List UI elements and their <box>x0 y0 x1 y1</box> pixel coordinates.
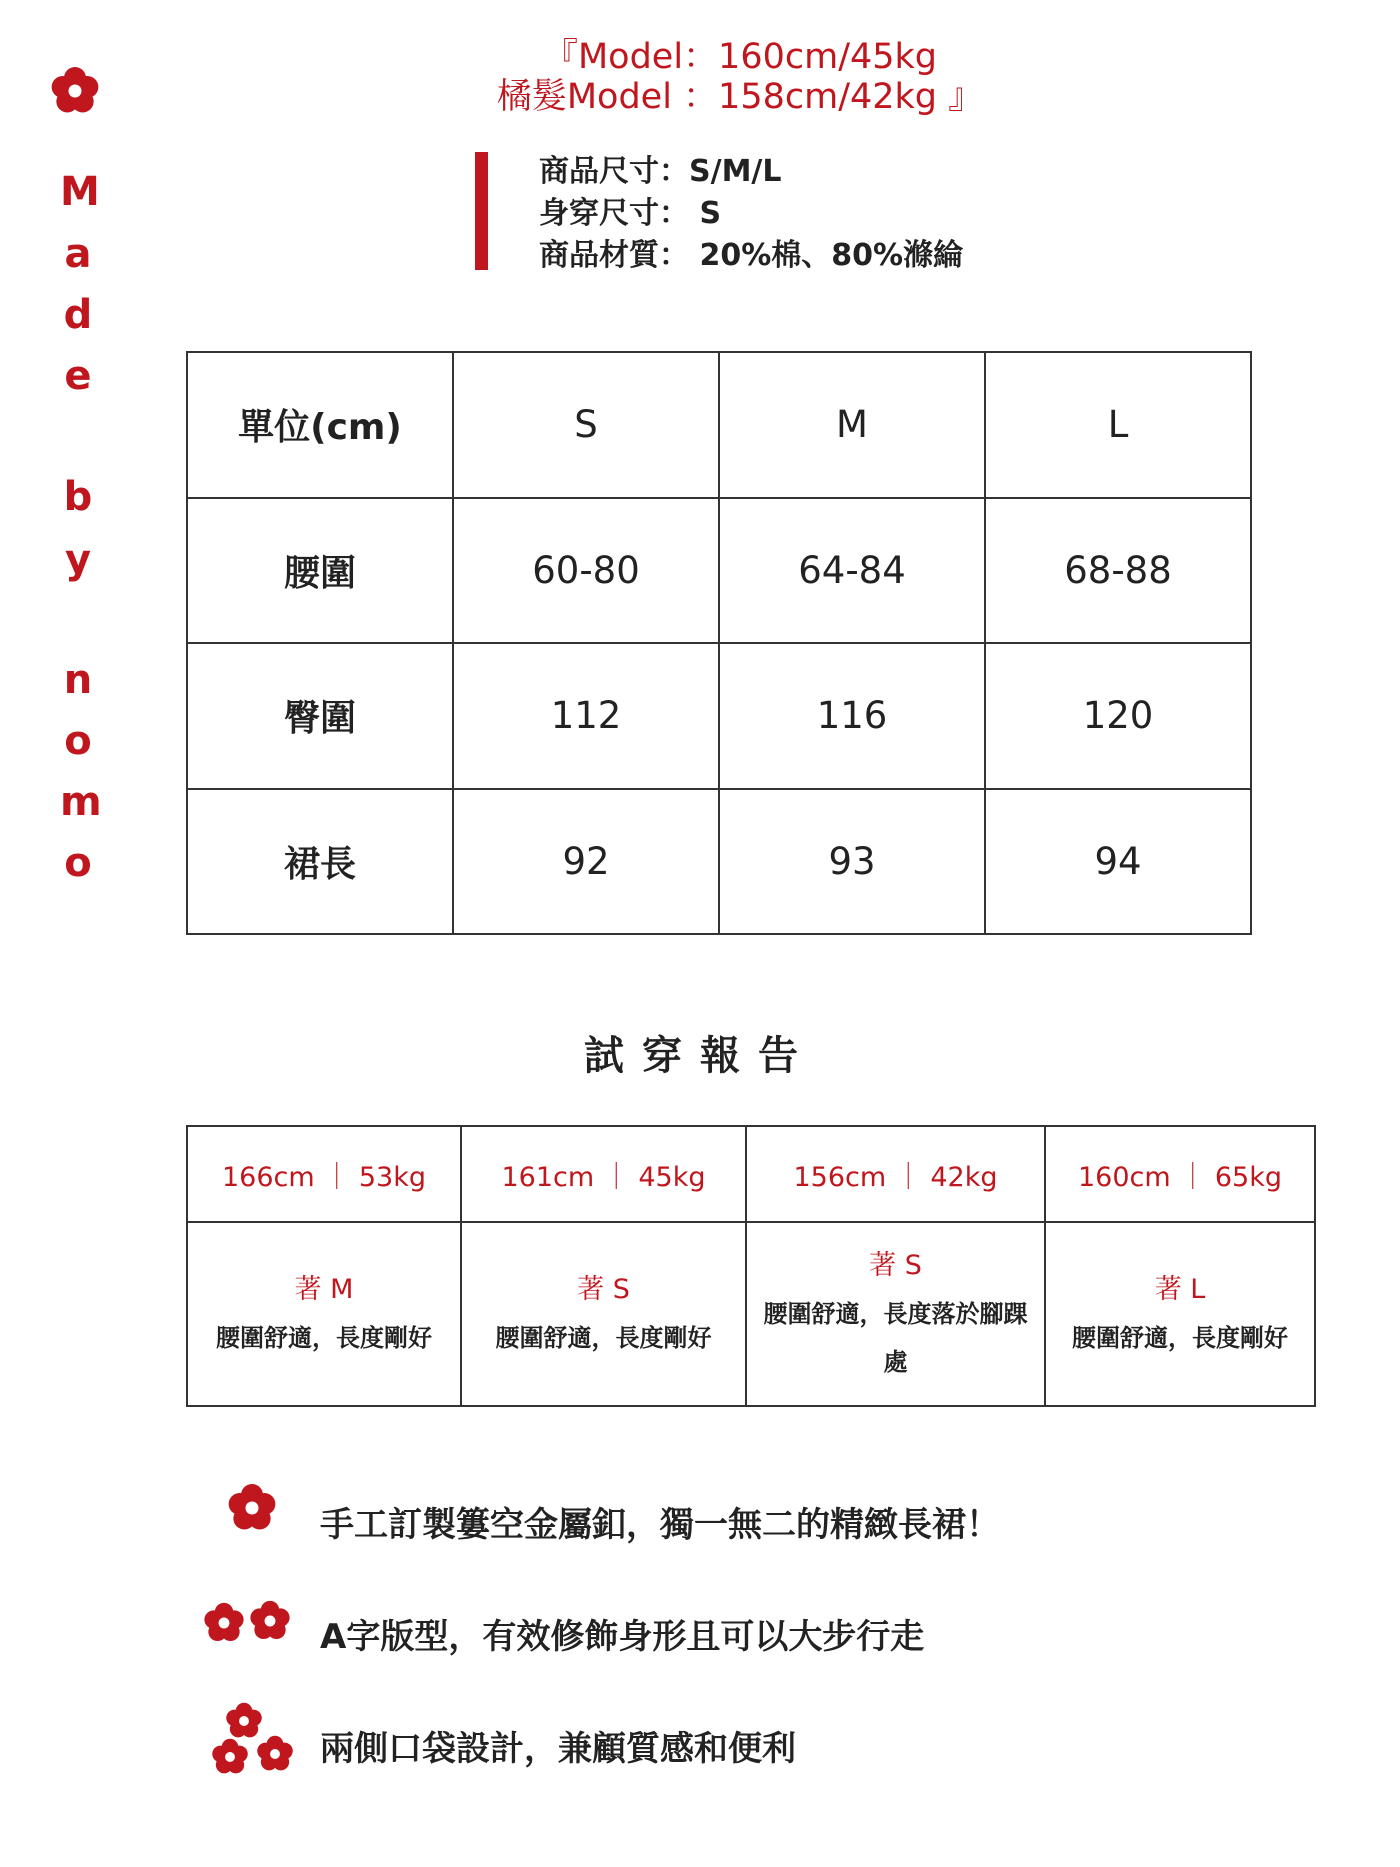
brand-letter: b <box>63 474 93 520</box>
fit-comment: 腰圍舒適，長度剛好 <box>1072 1324 1288 1352</box>
fit-cell <box>746 1222 1045 1406</box>
brand-letter: o <box>64 840 92 886</box>
flower-icon <box>50 66 100 116</box>
brand-letter: d <box>63 292 93 338</box>
size-header: M <box>719 352 985 498</box>
worn-size-label: 著 S <box>577 1274 630 1305</box>
fit-cell <box>461 1222 746 1406</box>
size-header: L <box>985 352 1251 498</box>
flower-icon <box>256 1735 294 1773</box>
flower-icon <box>227 1483 277 1533</box>
table-row <box>187 498 1251 644</box>
table-cell: 92 <box>453 789 719 935</box>
worn-size-label: 著 M <box>294 1274 354 1305</box>
worn-size-label: 著 L <box>1154 1274 1206 1305</box>
table-cell: 64-84 <box>719 498 985 644</box>
material: 商品材質： 20%棉、80%滌綸 <box>539 238 964 273</box>
table-cell: 112 <box>453 643 719 789</box>
table-row <box>187 789 1251 935</box>
feature-text: 手工訂製簍空金屬釦，獨一無二的精緻長裙！ <box>320 1505 1000 1545</box>
fit-report-table <box>186 1125 1316 1407</box>
brand-letter: a <box>64 231 92 277</box>
accent-bar <box>475 152 488 270</box>
brand-letter: m <box>60 779 102 825</box>
tester-stats: 161cm ｜ 45kg <box>461 1126 746 1222</box>
brand-letter: o <box>64 718 92 764</box>
table-row <box>187 1222 1315 1406</box>
feature-text: 兩側口袋設計，兼顧質感和便利 <box>320 1729 796 1769</box>
brand-letter: y <box>64 537 92 583</box>
fit-cell <box>1045 1222 1315 1406</box>
fit-cell <box>187 1222 461 1406</box>
row-label: 腰圍 <box>187 498 453 644</box>
fit-report-title: 試穿報告 <box>584 1033 816 1079</box>
table-cell: 116 <box>719 643 985 789</box>
brand-letter: n <box>63 657 93 703</box>
tester-stats: 160cm ｜ 65kg <box>1045 1126 1315 1222</box>
size-header: S <box>453 352 719 498</box>
table-cell: 93 <box>719 789 985 935</box>
feature-text: A字版型，有效修飾身形且可以大步行走 <box>320 1617 925 1657</box>
table-row <box>187 352 1251 498</box>
table-row <box>187 1126 1315 1222</box>
worn-size-label: 著 S <box>869 1250 922 1281</box>
product-size: 商品尺寸：S/M/L <box>539 154 782 189</box>
tester-stats: 156cm ｜ 42kg <box>746 1126 1045 1222</box>
model-info-line: 橘髮Model ：158cm/42kg 』 <box>496 77 984 117</box>
brand-letter: M <box>60 169 100 215</box>
row-label: 裙長 <box>187 789 453 935</box>
tester-stats: 166cm ｜ 53kg <box>187 1126 461 1222</box>
fit-comment: 腰圍舒適，長度剛好 <box>495 1324 712 1352</box>
model-info-line: 『Model：160cm/45kg <box>542 37 938 77</box>
table-cell: 68-88 <box>985 498 1251 644</box>
unit-header: 單位(cm) <box>187 352 453 498</box>
table-row <box>187 643 1251 789</box>
row-label: 臀圍 <box>187 643 453 789</box>
flower-icon <box>249 1600 291 1642</box>
fit-comment: 腰圍舒適，長度剛好 <box>216 1324 432 1352</box>
table-cell: 94 <box>985 789 1251 935</box>
fit-comment: 腰圍舒適，長度落於腳踝處 <box>763 1300 1028 1376</box>
table-cell: 60-80 <box>453 498 719 644</box>
flower-icon <box>211 1738 249 1776</box>
flower-icon <box>203 1602 245 1644</box>
worn-size: 身穿尺寸： S <box>539 196 722 231</box>
table-cell: 120 <box>985 643 1251 789</box>
brand-letter: e <box>64 353 92 399</box>
size-table <box>186 351 1252 935</box>
